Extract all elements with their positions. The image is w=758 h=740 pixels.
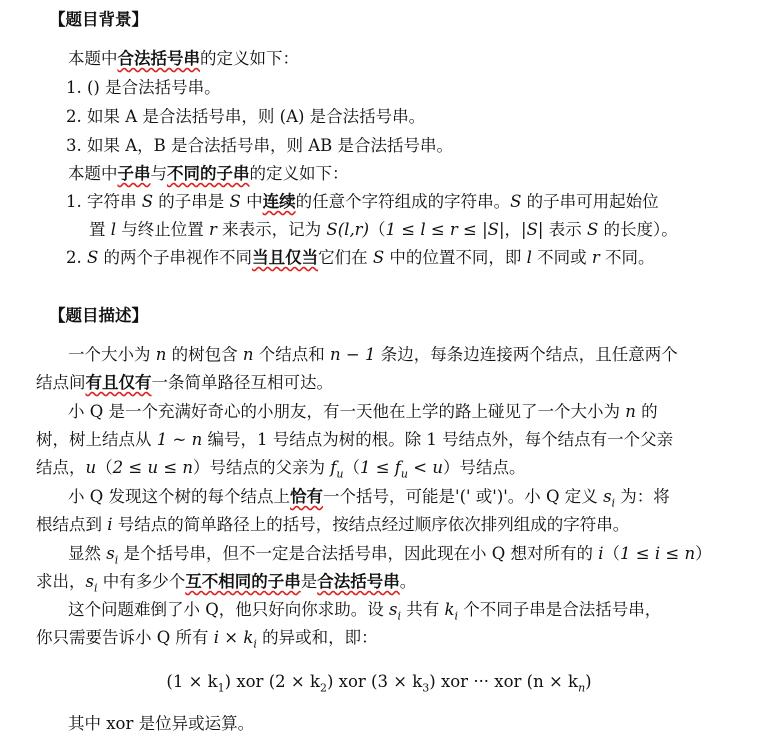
background-heading: 【题目背景】 bbox=[49, 10, 148, 29]
substring-def-1a: 1. 字符串 S 的子串是 S 中连续的任意个字符组成的字符串。S 的子串可用起始位 bbox=[66, 192, 659, 211]
desc-line-4: 树，树上结点从 1 ~ n 编号，1 号结点为树的根。除 1 号结点外，每个结点有一个父亲 bbox=[36, 430, 674, 449]
substring-def-2: 2. S 的两个子串视作不同当且仅当它们在 S 中的位置不同，即 l 不同或 r 不同。 bbox=[66, 248, 655, 267]
desc-line-5: 结点，u（2 ≤ u ≤ n）号结点的父亲为 $f_u(1 \le f_u < u)$号结点。 bbox=[36, 458, 526, 481]
desc-line-11: 你只需要告诉小 Q 所有 $i \times k_i$ 的异或和，即： bbox=[36, 628, 378, 651]
rule-3: 3. 如果 A，B 是合法括号串，则 AB 是合法括号串。 bbox=[66, 136, 454, 155]
desc-line-6: 小 Q 发现这个树的每个结点上恰有一个括号，可能是'(' 或')'。小 Q 定义 $s_i$ 为：将 bbox=[68, 487, 670, 510]
substring-def-1b: 置 l 与终止位置 r 来表示，记为 S(l,r)（1 ≤ l ≤ r ≤ |S|，|S| 表示 S 的长度）。 bbox=[89, 220, 678, 239]
rule-2: 2. 如果 A 是合法括号串，则 (A) 是合法括号串。 bbox=[66, 107, 426, 126]
desc-line-10: 这个问题难倒了小 Q，他只好向你求助。设 $s_i$ 共有 $k_i$ 个不同子串是合法括号串， bbox=[68, 600, 662, 623]
desc-line-9: 求出，$s_i$ 中有多少个互不相同的子串是合法括号串。 bbox=[36, 572, 417, 595]
bg-intro-2: 本题中子串与不同的子串的定义如下： bbox=[68, 164, 349, 183]
rule-1: 1. () 是合法括号串。 bbox=[66, 78, 221, 97]
term-legal-bracket: 合法括号串 bbox=[117, 49, 200, 68]
desc-line-12: 其中 xor 是位异或运算。 bbox=[68, 714, 255, 733]
desc-line-7: 根结点到 i 号结点的简单路径上的括号，按结点经过顺序依次排列组成的字符串。 bbox=[36, 515, 630, 534]
xor-formula: $(1 \times k_1)$ xor $(2 \times k_2)$ xor $(3 \times k_3)$ xor ··· xor $(n \times k_n)$ bbox=[166, 672, 592, 695]
desc-line-2: 结点间有且仅有一条简单路径互相可达。 bbox=[36, 373, 333, 392]
bg-intro: 本题中合法括号串的定义如下： bbox=[68, 49, 299, 68]
description-heading: 【题目描述】 bbox=[49, 306, 148, 325]
desc-line-8: 显然 $s_i$ 是个括号串，但不一定是合法括号串，因此现在小 Q 想对所有的 i（1 ≤ i ≤ n） bbox=[68, 544, 712, 567]
desc-line-3: 小 Q 是一个充满好奇心的小朋友，有一天他在上学的路上碰见了一个大小为 n 的 bbox=[68, 402, 658, 421]
desc-line-1: 一个大小为 n 的树包含 n 个结点和 n − 1 条边，每条边连接两个结点，且任意两个 bbox=[68, 345, 678, 364]
